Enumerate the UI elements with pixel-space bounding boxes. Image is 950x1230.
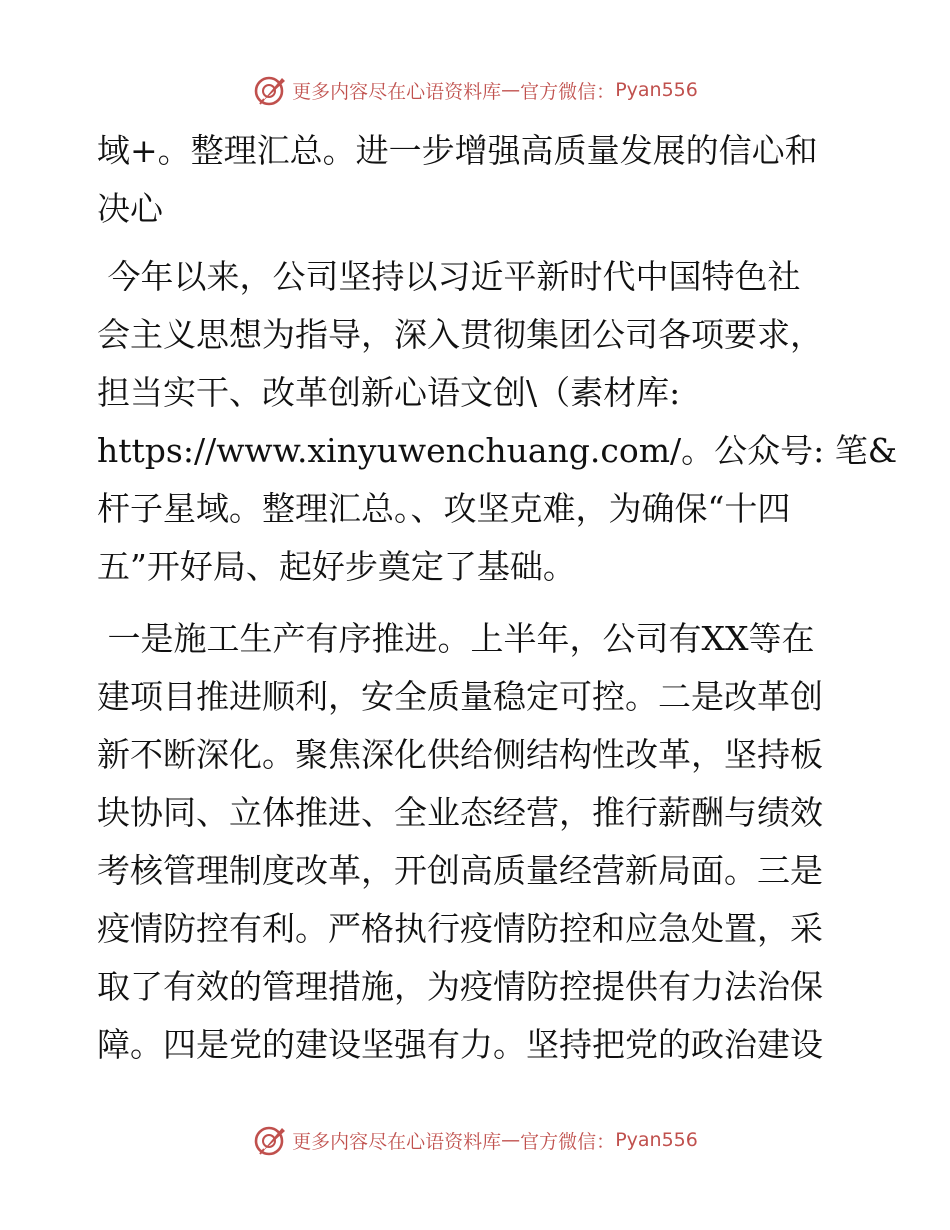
- watermark-header: [0, 70, 950, 110]
- text-line: 域+。整理汇总。进一步增强高质量发展的信心和: [97, 131, 818, 170]
- text-line: 建项目推进顺利，安全质量稳定可控。二是改革创: [97, 677, 823, 716]
- text-line: 疫情防控有利。严格执行疫情防控和应急处置，采: [97, 909, 823, 948]
- text-line: 会主义思想为指导，深入贯彻集团公司各项要求，: [97, 315, 823, 354]
- paragraph-2: [97, 248, 898, 596]
- text-line: 杆子星域。整理汇总。、攻坚克难，为确保“十四: [97, 489, 791, 528]
- text-line: 决心: [97, 189, 163, 228]
- quill-logo-icon: [252, 1122, 288, 1158]
- text-line: 障。四是党的建设坚强有力。坚持把党的政治建设: [97, 1025, 823, 1064]
- watermark-wechat-id: Pyan556: [615, 1129, 698, 1151]
- paragraph-1: [97, 122, 857, 238]
- text-line: 新不断深化。聚焦深化供给侧结构性改革，坚持板: [97, 735, 823, 774]
- watermark-wechat-label: 官方微信：: [520, 80, 616, 103]
- watermark-dash: —: [501, 79, 521, 101]
- watermark-wechat-id: Pyan556: [615, 79, 698, 101]
- text-line: 考核管理制度改革，开创高质量经营新局面。三是: [97, 851, 823, 890]
- document-body: [97, 122, 898, 1074]
- watermark-brand-text: 更多内容尽在心语资料库: [292, 1130, 502, 1153]
- watermark-footer: [0, 1120, 950, 1160]
- text-line: 今年以来，公司坚持以习近平新时代中国特色社: [97, 257, 801, 296]
- text-line: https://www.xinyuwenchuang.com/。公众号: 笔&: [97, 431, 898, 470]
- text-line: 五”开好局、起好步奠定了基础。: [97, 547, 576, 586]
- text-line: 一是施工生产有序推进。上半年，公司有XX等在: [97, 619, 815, 658]
- text-line: 担当实干、改革创新心语文创\（素材库:: [97, 373, 681, 412]
- watermark-dash: —: [501, 1129, 521, 1151]
- watermark-wechat-label: 官方微信：: [520, 1130, 616, 1153]
- text-line: 块协同、立体推进、全业态经营，推行薪酬与绩效: [97, 793, 823, 832]
- quill-logo-icon: [252, 72, 288, 108]
- text-line: 取了有效的管理措施，为疫情防控提供有力法治保: [97, 967, 823, 1006]
- paragraph-3: [97, 610, 857, 1074]
- watermark-brand-text: 更多内容尽在心语资料库: [292, 80, 502, 103]
